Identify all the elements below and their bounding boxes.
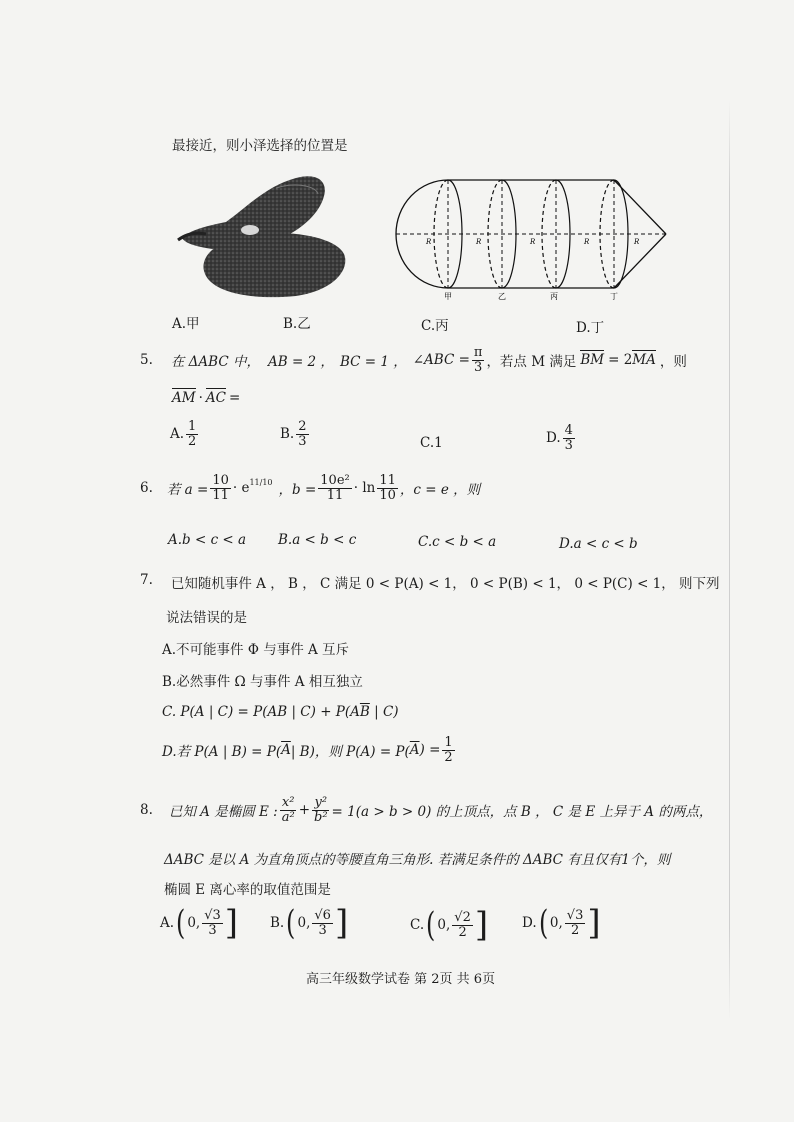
page-footer: 高三年级数学试卷 第 2页 共 6页 [306,972,496,987]
q8-stem: 8. 已知 A 是椭圆 E : $\frac{\text{x²}}{\text{a²}}$ + $\frac{\text{y²}}{\text{b²}}$ = 1(a > b > 0) 的上顶点，点 B ， C 是 E 上异于 A 的两点， [140,795,713,825]
question-number: 7. [140,572,153,588]
q8-stem-line2: ΔABC 是以 A 为直角顶点的等腰直角三角形. 若满足条件的 ΔABC 有且仅有1个，则 [164,852,671,868]
q4-option-b: B.乙 [283,316,311,332]
q6-option-b: B.a < b < c [278,532,357,548]
q8-option-d: D. ( 0, $\frac{√3}{2}$ ] [522,903,601,943]
q7-option-b: B.必然事件 Ω 与事件 A 相互独立 [162,674,363,690]
q6-option-a: A.b < c < a [168,532,247,548]
q5-option-b: B. $\frac{2}{3}$ [280,419,307,449]
radius-label: R [634,238,640,246]
q7-option-a: A.不可能事件 Φ 与事件 A 互斥 [162,642,350,658]
sweet-potato-image [176,168,350,304]
radius-label: R [426,238,432,246]
q8-option-c: C. ( 0, $\frac{√2}{2}$ ] [410,905,489,945]
question-number: 6. [140,480,153,497]
radius-label: R [476,238,482,246]
question-number: 5. [140,352,153,369]
q4-option-a: A.甲 [172,316,200,332]
q6-stem: 6. 若 a = $\frac{10}{11}$ · e $^{11/10}$ ，b = $\frac{\text{10e²}}{11}$ · ln $\frac{11}{10}$ ，c = e ，则 [140,473,481,503]
q7-stem-line2: 说法错误的是 [166,610,247,626]
capsule-figure [394,178,670,302]
q8-option-b: B. ( 0, $\frac{√6}{3}$ ] [270,903,349,943]
position-label-bing: 丙 [550,292,558,301]
vector-ma: MA [632,352,656,369]
question-number: 8. [140,802,153,819]
q5-option-c: C.1 [420,435,443,451]
pi-over-3-fraction: $\frac{\pi}{3}$ [473,345,483,375]
position-label-yi: 乙 [498,292,506,301]
q8-option-a: A. ( 0, $\frac{√3}{3}$ ] [160,903,239,943]
position-label-ding: 丁 [610,292,618,301]
q5-stem-line2: AM · AC = [172,390,241,406]
vector-ac: AC [205,390,226,406]
q7-stem: 7. 已知随机事件 A ， B ， C 满足 0 < P(A) < 1， 0 < P(B) < 1， 0 < P(C) < 1， 则下列 [140,572,720,592]
q4-option-c: C.丙 [421,318,449,334]
q8-stem-line3: 椭圆 E 离心率的取值范围是 [164,882,331,898]
radius-label: R [530,238,536,246]
scan-edge-line [729,100,730,1020]
q5-stem: 5. 在 ΔABC 中， AB = 2 ， BC = 1 ， ∠ABC = $\frac{\pi}{3}$ ，若点 M 满足 BM = 2 MA ，则 [140,345,687,375]
radius-label: R [584,238,590,246]
q4-continuation: 最接近，则小泽选择的位置是 [172,138,348,154]
q5-option-a: A. $\frac{1}{2}$ [170,419,197,449]
position-label-jia: 甲 [444,292,452,301]
q6-option-d: D.a < c < b [559,536,638,552]
vector-bm: BM [580,352,605,369]
q7-option-c: C. P(A | C) = P(AB | $C) + P(A\overline{B}$ | C) [162,704,399,720]
q4-option-d: D.丁 [576,320,605,336]
q6-option-c: C.c < b < a [418,534,497,550]
vector-am: AM [172,390,196,406]
q5-option-d: D. $\frac{4}{3}$ [546,423,573,453]
q7-option-d: D.若 P(A | B) = P( $\overline{A}$ | B)，则 P(A) = P( $\overline{A}$ ) = $\frac{1}{2}$ [162,735,453,765]
